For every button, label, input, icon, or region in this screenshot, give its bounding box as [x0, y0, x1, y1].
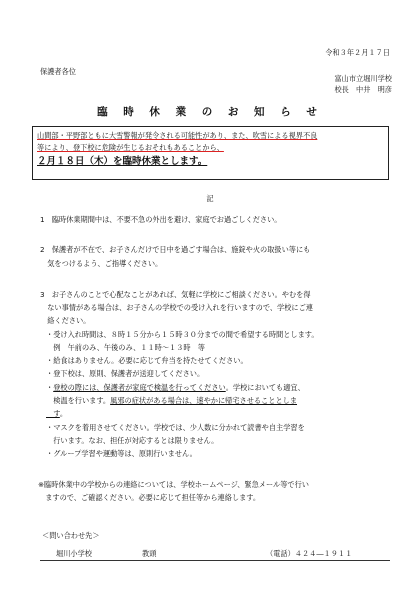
closure-date: ２月１８日（木）を臨時休業: [37, 156, 161, 167]
note-line-1: ※臨時休業中の学校からの連絡については、学校ホームページ、緊急メール等で行い: [38, 480, 309, 489]
bullet-3: ・登下校は、原則、保護者が送迎してください。: [46, 369, 205, 378]
school-name: 富山市立堀川学校: [334, 74, 392, 83]
underlined-text: 風邪の症状がある場合は、速やかに帰宅させることとしま: [110, 396, 298, 405]
notice-line-1: 山間部・平野部ともに大雪警報が発令される可能性があり、また、吹雪による視界不良: [37, 131, 318, 140]
contact-label: ＜問い合わせ先＞: [42, 531, 100, 540]
notice-box: [32, 126, 389, 180]
contact-divider: [40, 560, 390, 561]
contact-role: 教頭: [142, 549, 157, 558]
item-3-line-2: ない事情がある場合は、お子さんの学校での受け入れを行いますので、学校にご連: [40, 303, 313, 312]
bullet-1-line-2: 例 午前のみ、午後のみ、１１時～１３時 等: [46, 343, 205, 352]
underlined-text: 登校の際には、保護者が家庭で検温を行ってください: [53, 383, 226, 392]
contact-school: 堀川小学校: [56, 549, 92, 558]
note-line-2: ますので、ご確認ください。必要に応じて担任等から連絡します。: [38, 493, 261, 502]
item-2-line-1: 2 保護者が不在で、お子さんだけで日中を過ごす場合は、施錠や火の取扱い等にも: [40, 245, 311, 254]
bullet-5-line-2: 行います。なお、担任が対応するとは限りません。: [46, 436, 219, 445]
item-3-line-3: 絡ください。: [40, 316, 91, 325]
bullet-4-line-2: 検温を行います。風邪の症状がある場合は、速やかに帰宅させることとしま: [46, 396, 298, 405]
bullet-4-line-3: す。: [46, 409, 68, 418]
item-2-line-2: 気をつけるよう、ご指導ください。: [40, 259, 163, 268]
bullet-6: ・グループ学習や運動等は、原則行いません。: [46, 449, 197, 458]
item-3-line-1: 3 お子さんのことで心配なことがあれば、気軽に学校にご相談ください。やむを得: [40, 290, 311, 299]
addressee: 保護者各位: [40, 67, 76, 76]
document-date: 令和３年２月１７日: [325, 48, 390, 57]
ki-heading: 記: [206, 194, 214, 203]
underlined-text: す: [46, 409, 60, 418]
item-1: 1 臨時休業期間中は、不要不急の外出を避け、家庭でお過ごしください。: [40, 215, 282, 224]
bullet-2: ・給食はありません。必要に応じて弁当を持たせてください。: [46, 356, 248, 365]
principal-name: 校長 中井 明彦: [334, 85, 392, 94]
closure-statement: [37, 154, 384, 170]
page-title: 臨 時 休 業 の お 知 ら せ: [97, 106, 323, 118]
notice-line-2: 等により、登下校に危険が生じるおそれもあることから、: [37, 143, 224, 152]
bullet-4-line-1: ・登校の際には、保護者が家庭で検温を行ってください。学校においても適宜、: [46, 383, 305, 392]
contact-phone: （電話）４２４―１９１１: [266, 549, 353, 558]
bullet-1-line-1: ・受け入れ時間は、８時１５分から１５時３０分までの間で希望する時間とします。: [46, 330, 319, 339]
bullet-5-line-1: ・マスクを着用させてください。学校では、少人数に分かれて読書や自主学習を: [46, 423, 305, 432]
closure-tail: とします。: [160, 156, 208, 167]
sender-block: [334, 73, 392, 95]
